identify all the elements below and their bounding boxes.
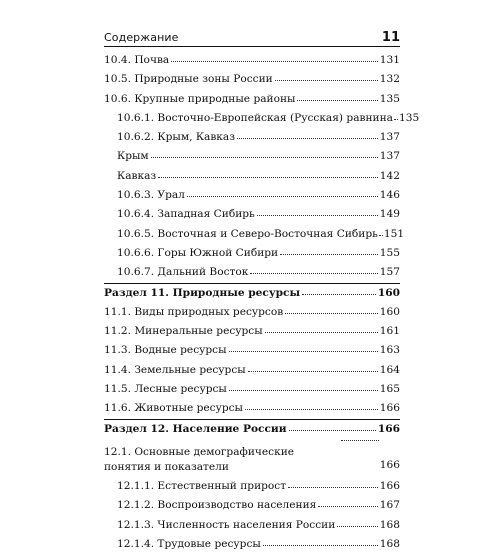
toc-entry[interactable]	[104, 380, 400, 399]
toc-entry-title: 11.6. Животные ресурсы	[104, 402, 243, 415]
toc-entry[interactable]	[104, 167, 400, 186]
toc-entry-page: 151	[383, 227, 405, 240]
toc-entry-page: 149	[379, 208, 400, 221]
dot-leader	[257, 215, 378, 216]
toc-entry-page: 168	[379, 518, 400, 531]
header-page-number: 11	[381, 30, 400, 45]
dot-leader	[263, 545, 378, 546]
toc-entry-title: Кавказ	[117, 169, 157, 182]
toc-entry[interactable]	[104, 109, 420, 128]
toc-entry-page: 166	[379, 458, 400, 471]
toc-entry-title: 10.6. Крупные природные районы	[104, 92, 296, 105]
toc-entry-page: 163	[379, 344, 400, 357]
toc-entry-title: 11.4. Земельные ресурсы	[104, 363, 246, 376]
toc-entry[interactable]	[104, 496, 400, 515]
toc-entry[interactable]	[104, 322, 400, 341]
toc-entry-page: 132	[379, 73, 400, 86]
toc-entry-page: 161	[379, 325, 400, 338]
toc-entry-page: 157	[379, 266, 400, 279]
toc-entry-title: 10.6.1. Восточно-Европейская (Русская) равнина	[117, 111, 393, 124]
toc-section-heading[interactable]	[104, 419, 400, 439]
dot-leader	[297, 100, 377, 101]
toc-entry-title: 10.6.7. Дальний Восток	[117, 266, 249, 279]
dot-leader	[289, 430, 376, 431]
toc-entry-title: 10.6.6. Горы Южной Сибири	[117, 246, 279, 259]
toc-entry-page: 168	[379, 537, 400, 550]
toc-entry[interactable]	[104, 186, 400, 205]
toc-entry[interactable]	[104, 51, 400, 70]
toc-entry-title: 11.3. Водные ресурсы	[104, 344, 227, 357]
toc-entry-page: 164	[379, 363, 400, 376]
dot-leader	[280, 254, 378, 255]
toc-entry-page: 165	[379, 383, 400, 396]
dot-leader	[379, 235, 383, 236]
toc-entry-page: 137	[379, 131, 400, 144]
toc-entry[interactable]	[104, 90, 400, 109]
toc-entry[interactable]	[104, 535, 400, 554]
toc-entry-title: 10.6.2. Крым, Кавказ	[117, 131, 236, 144]
dot-leader	[158, 177, 378, 178]
toc-entry[interactable]	[104, 361, 400, 380]
toc-entry[interactable]	[104, 128, 400, 147]
toc-section-heading[interactable]	[104, 283, 400, 303]
toc-entry[interactable]	[104, 205, 400, 224]
dot-leader	[151, 157, 378, 158]
dot-leader	[229, 351, 378, 352]
toc-entry-page: 146	[379, 189, 400, 202]
dot-leader	[187, 196, 378, 197]
toc-entry-page: 155	[379, 246, 400, 259]
toc-entry-title: 12.1.4. Трудовые ресурсы	[117, 537, 261, 550]
toc-entry-page: 131	[379, 54, 400, 66]
toc-entry-title: 10.6.4. Западная Сибирь	[117, 208, 255, 221]
toc-entry[interactable]	[104, 477, 400, 496]
header-title: Содержание	[104, 31, 179, 44]
toc-entry[interactable]	[104, 341, 400, 360]
toc-entry-title: Крым	[117, 150, 149, 163]
dot-leader	[171, 61, 378, 62]
toc-entry[interactable]	[104, 303, 400, 322]
toc-entry-page: 160	[377, 286, 400, 299]
toc-entry-page: 137	[379, 150, 400, 163]
toc-entry-title: 10.5. Природные зоны России	[104, 73, 273, 86]
toc-entry-title: 10.6.5. Восточная и Северо-Восточная Сибирь	[117, 227, 378, 240]
dot-leader	[318, 506, 377, 507]
dot-leader	[275, 80, 378, 81]
toc-entry-title: 11.1. Виды природных ресурсов	[104, 305, 284, 318]
toc-entry[interactable]	[104, 225, 405, 244]
book-page	[104, 26, 420, 554]
toc-entry[interactable]	[104, 70, 400, 89]
dot-leader	[285, 313, 378, 314]
toc-entry[interactable]	[104, 147, 400, 166]
toc-entry-title: 12.1.2. Воспроизводство населения	[117, 499, 317, 512]
toc-entry-title: 10.6.3. Урал	[117, 189, 185, 202]
table-of-contents	[104, 51, 420, 554]
dot-leader	[341, 438, 379, 441]
toc-entry-title: 12.1.1. Естественный прирост	[117, 479, 287, 492]
toc-entry-title: 10.4. Почва	[104, 54, 170, 66]
toc-entry-page: 166	[379, 402, 400, 415]
toc-entry-title: Раздел 11. Природные ресурсы	[104, 286, 301, 299]
toc-entry[interactable]	[104, 263, 400, 282]
dot-leader	[288, 487, 378, 488]
toc-entry-title: Раздел 12. Население России	[104, 422, 287, 435]
dot-leader	[337, 526, 377, 527]
toc-entry-title: 11.5. Лесные ресурсы	[104, 383, 227, 396]
toc-entry[interactable]	[104, 516, 400, 535]
toc-entry-page: 135	[379, 92, 400, 105]
toc-entry-page: 167	[379, 499, 400, 512]
dot-leader	[265, 332, 378, 333]
toc-entry-title: 12.1. Основные демографические понятия и показатели	[104, 445, 295, 473]
dot-leader	[250, 273, 377, 274]
dot-leader	[394, 119, 398, 120]
dot-leader	[248, 371, 378, 372]
toc-entry-page: 166	[377, 422, 400, 435]
dot-leader	[302, 294, 376, 295]
dot-leader	[245, 409, 378, 410]
toc-entry-page: 160	[379, 305, 400, 318]
toc-entry-title: 11.2. Минеральные ресурсы	[104, 325, 263, 338]
toc-entry[interactable]	[104, 439, 400, 477]
dot-leader	[237, 138, 378, 139]
running-header	[104, 26, 400, 47]
toc-entry-title: 12.1.3. Численность населения России	[117, 518, 336, 531]
toc-entry[interactable]	[104, 399, 400, 418]
dot-leader	[229, 390, 378, 391]
toc-entry-page: 135	[399, 111, 420, 124]
toc-entry-page: 142	[379, 169, 400, 182]
toc-entry-page: 166	[379, 479, 400, 492]
toc-entry[interactable]	[104, 244, 400, 263]
